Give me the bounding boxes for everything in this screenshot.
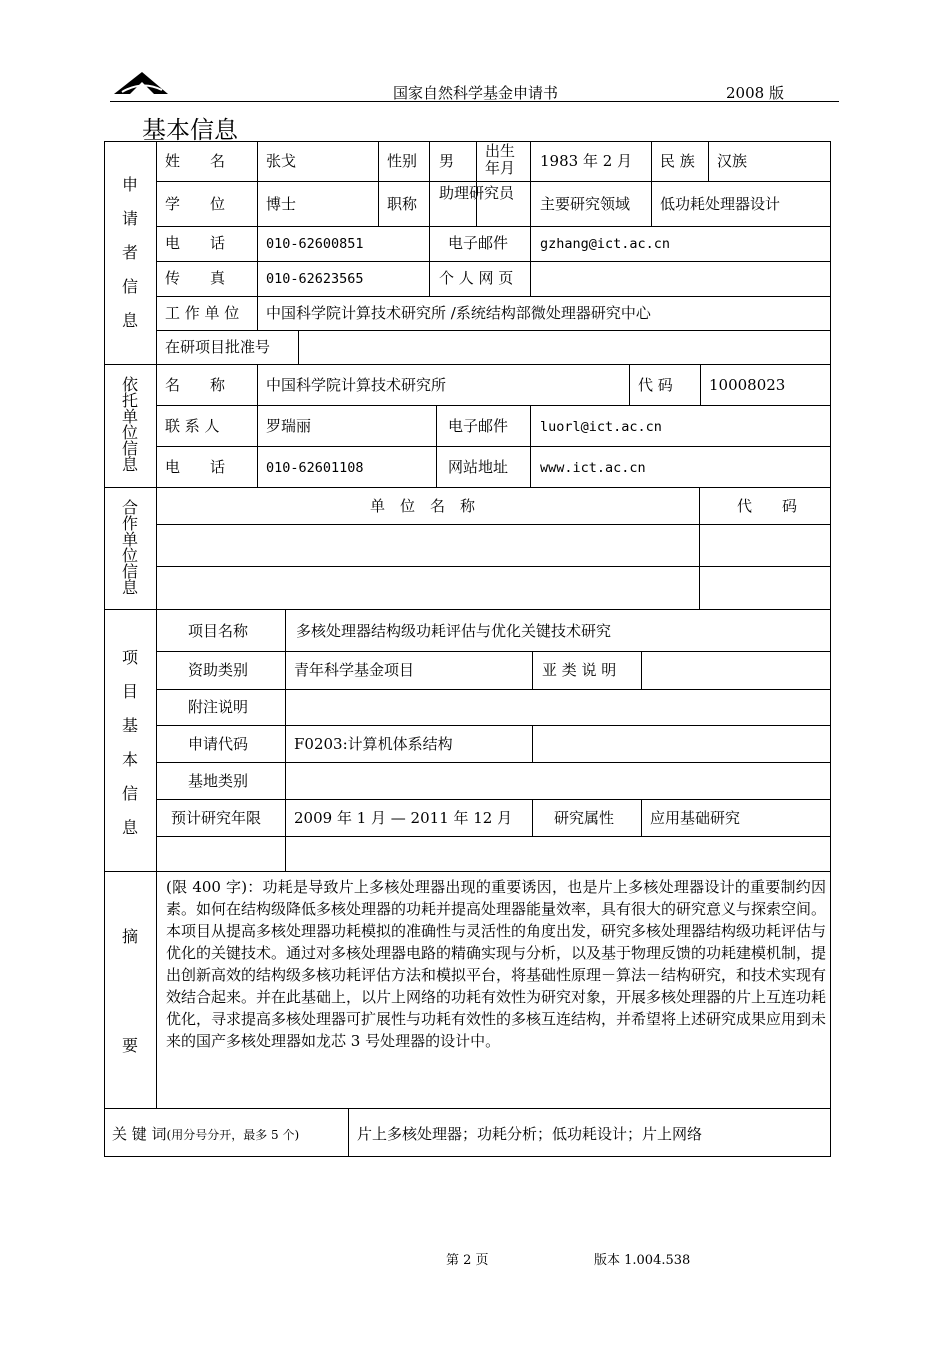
host-phone-label: 电 话: [165, 458, 226, 476]
applicant-phone[interactable]: 010-62600851: [266, 236, 364, 252]
applicant-email[interactable]: gzhang@ict.ac.cn: [540, 236, 671, 252]
contact-label: 联 系 人: [165, 417, 220, 435]
host-group-label: 依托单位信息: [121, 375, 138, 474]
divider: [104, 487, 831, 488]
note-label: 附注说明: [188, 698, 249, 716]
subclass-label: 亚 类 说 明: [542, 661, 617, 679]
homepage-label: 个 人 网 页: [439, 269, 514, 287]
project-apply-code[interactable]: F0203:计算机体系结构: [294, 735, 453, 753]
keywords-value[interactable]: 片上多核处理器；功耗分析；低功耗设计；片上网络: [357, 1125, 703, 1143]
applicant-group-label: 申请者信息: [121, 175, 138, 330]
degree-label: 学 位: [165, 195, 226, 213]
apply-code-label: 申请代码: [188, 735, 249, 753]
keywords-label: [112, 1125, 299, 1144]
project-no-label: 在研项目批准号: [165, 338, 271, 356]
divider: [104, 364, 831, 365]
applicant-ethnicity[interactable]: 汉族: [717, 152, 748, 170]
divider: [104, 871, 831, 872]
host-phone[interactable]: 010-62601108: [266, 460, 364, 476]
document-version: 2008 版: [726, 84, 784, 102]
project-attr[interactable]: 应用基础研究: [650, 809, 741, 827]
keywords-label-text: 关 键 词: [112, 1125, 167, 1143]
project-funding[interactable]: 青年科学基金项目: [294, 661, 415, 679]
applicant-birth[interactable]: 1983 年 2 月: [540, 152, 633, 170]
attr-label: 研究属性: [554, 809, 615, 827]
host-code-label: 代 码: [638, 376, 673, 394]
fax-label: 传 真: [165, 269, 226, 287]
email-label: 电子邮件: [448, 234, 509, 252]
section-title: 基本信息: [142, 116, 238, 144]
period-label: 预计研究年限: [171, 809, 262, 827]
abstract-label-bottom: 要: [122, 1036, 139, 1055]
host-code[interactable]: 10008023: [709, 376, 786, 394]
keywords-hint: (用分号分开，最多 5 个): [166, 1128, 300, 1142]
applicant-gender[interactable]: 男: [439, 152, 455, 170]
applicant-field[interactable]: 低功耗处理器设计: [660, 195, 781, 213]
name-label: 姓 名: [165, 152, 226, 170]
applicant-workplace[interactable]: 中国科学院计算技术研究所 /系统结构部微处理器研究中心: [266, 304, 651, 322]
host-name-label: 名 称: [165, 376, 226, 394]
base-label: 基地类别: [188, 772, 249, 790]
partner-unit-name-header: 单 位 名 称: [370, 497, 476, 515]
abstract-label-top: 摘: [122, 927, 139, 946]
project-name[interactable]: 多核处理器结构级功耗评估与优化关键技术研究: [296, 622, 612, 640]
project-name-label: 项目名称: [188, 622, 249, 640]
divider: [104, 1108, 831, 1109]
phone-label: 电 话: [165, 234, 226, 252]
ethnicity-label: 民 族: [660, 152, 695, 170]
applicant-title[interactable]: 助理研究员: [439, 184, 515, 202]
footer-version: 版本 1.004.538: [594, 1253, 691, 1268]
host-website[interactable]: www.ict.ac.cn: [540, 460, 646, 476]
project-group-label: 项目基本信息: [121, 648, 138, 837]
divider: [156, 871, 157, 1108]
header-divider: [110, 101, 839, 102]
title-label: 职称: [387, 195, 418, 213]
birth-label: 出生年月: [485, 142, 516, 177]
document-title: 国家自然科学基金申请书: [393, 84, 559, 102]
funding-label: 资助类别: [188, 661, 249, 679]
partner-code-header: 代 码: [737, 497, 798, 515]
applicant-degree[interactable]: 博士: [266, 195, 297, 213]
nsfc-logo-icon: [112, 68, 170, 98]
project-period[interactable]: 2009 年 1 月 — 2011 年 12 月: [294, 809, 513, 827]
footer-page-number: 第 2 页: [446, 1253, 489, 1268]
field-label: 主要研究领域: [540, 195, 631, 213]
workplace-label: 工 作 单 位: [165, 304, 240, 322]
abstract-text[interactable]: (限 400 字)：功耗是导致片上多核处理器出现的重要诱因，也是片上多核处理器设计的重要制约因素。如何在结构级降低多核处理器的功耗并提高处理器能量效率，具有很大的研究意义与探索空间。本项目从提高多核处理器功耗模拟的准确性与灵活性的角度出发，研究多核处理器结构级功耗评估与优化的关键技术。通过对多核处理器电路的精确实现与分析，以及基于物理反馈的功耗建模机制，提出创新高效的结构级多核功耗评估方法和模拟平台，将基础性原理－算法－结构研究，和技术实现有效结合起来。并在此基础上，以片上网络的功耗有效性为研究对象，开展多核处理器的片上互连功耗优化，寻求提高多核处理器可扩展性与功耗有效性的多核互连结构，并希望将上述研究成果应用到未来的国产多核处理器如龙芯 3 号处理器的设计中。: [166, 878, 827, 1050]
host-name[interactable]: 中国科学院计算技术研究所: [266, 376, 447, 394]
gender-label: 性别: [387, 152, 418, 170]
partner-group-label: 合作单位信息: [121, 498, 138, 597]
host-email-label: 电子邮件: [448, 417, 509, 435]
divider: [104, 609, 831, 610]
applicant-name[interactable]: 张戈: [266, 152, 297, 170]
applicant-fax[interactable]: 010-62623565: [266, 271, 364, 287]
host-email[interactable]: luorl@ict.ac.cn: [540, 419, 662, 435]
website-label: 网站地址: [448, 458, 509, 476]
host-contact[interactable]: 罗瑞丽: [266, 417, 312, 435]
